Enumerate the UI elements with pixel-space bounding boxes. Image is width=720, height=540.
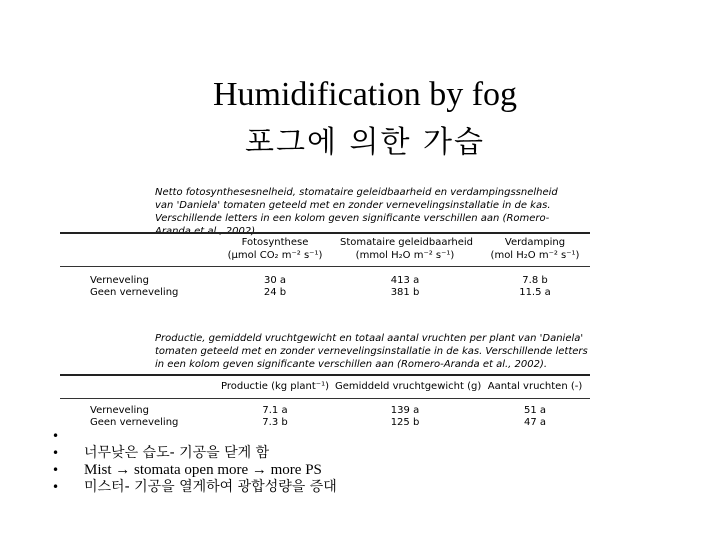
table-rule [60, 266, 590, 267]
column-header: Productie (kg plant⁻¹) [221, 381, 329, 392]
bullet-text: 미스터- 기공을 열게하여 광합성량을 증대 [84, 479, 337, 495]
bullet-marker: • [52, 446, 60, 460]
list-item [52, 445, 612, 462]
column-header [340, 236, 474, 262]
slide-title: Humidification by fog [212, 76, 518, 113]
table-production [60, 332, 590, 432]
bullet-text: 너무낮은 습도- 기공을 닫게 함 [84, 445, 270, 461]
row-label: Verneveling [90, 275, 149, 286]
table-cell: 139 a [390, 405, 420, 416]
table-cell: 7.1 a [262, 405, 288, 416]
table-cell: 413 a [390, 275, 420, 286]
table-rule [60, 374, 590, 376]
row-label: Geen verneveling [90, 287, 179, 298]
list-item [52, 462, 612, 479]
bullet-text: Mist → stomata open more → more PS [84, 462, 322, 478]
table-cell: 30 a [263, 275, 287, 286]
table-cell: 381 b [390, 287, 420, 298]
column-header [480, 236, 590, 262]
table-cell: 125 b [390, 417, 420, 428]
column-header-unit: (mmol H₂O m⁻² s⁻¹) [355, 250, 455, 261]
table-cell: 7.3 b [262, 417, 288, 428]
table-cell: 11.5 a [519, 287, 551, 298]
table-cell: 51 a [523, 405, 547, 416]
row-label: Geen verneveling [90, 417, 179, 428]
column-header: Gemiddeld vruchtgewicht (g) [335, 381, 482, 392]
column-header-name: Stomataire geleidbaarheid [340, 237, 474, 248]
table-cell: 47 a [523, 417, 547, 428]
bullet-marker: • [52, 463, 60, 477]
bullet-marker: • [52, 429, 60, 443]
table-caption: Netto fotosynthesesnelheid, stomataire geleidbaarheid en verdampingssnelheid van 'Daniela' tomaten geteeld met en zonder vernevelingsinstallatie in de kas. Verschillende letters in een kolom geven significante verschillen aan (Romero-Aranda et al., 2002). [155, 187, 558, 237]
list-item [52, 428, 612, 445]
row-label: Verneveling [90, 405, 149, 416]
column-header-name: Fotosynthese [241, 237, 309, 248]
table-rule [60, 398, 590, 399]
bullet-list [52, 428, 612, 496]
column-header: Aantal vruchten (-) [487, 381, 583, 392]
column-header [220, 236, 330, 262]
table-photosynthesis [60, 186, 590, 306]
bullet-marker: • [52, 480, 60, 494]
table-cell: 7.8 b [522, 275, 548, 286]
table-caption: Productie, gemiddeld vruchtgewicht en totaal aantal vruchten per plant van 'Daniela' tomaten geteeld met en zonder vernevelingsinstallatie in de kas. Verschillende letters in een kolom geven significante verschillen aan (Romero-Aranda et al., 2002). [155, 333, 588, 370]
slide-subtitle: 포그에 의한 가습 [245, 125, 485, 160]
list-item [52, 479, 612, 496]
table-cell: 24 b [263, 287, 287, 298]
column-header-unit: (µmol CO₂ m⁻² s⁻¹) [227, 250, 323, 261]
column-header-unit: (mol H₂O m⁻² s⁻¹) [490, 250, 580, 261]
table-rule [60, 232, 590, 234]
column-header-name: Verdamping [504, 237, 566, 248]
